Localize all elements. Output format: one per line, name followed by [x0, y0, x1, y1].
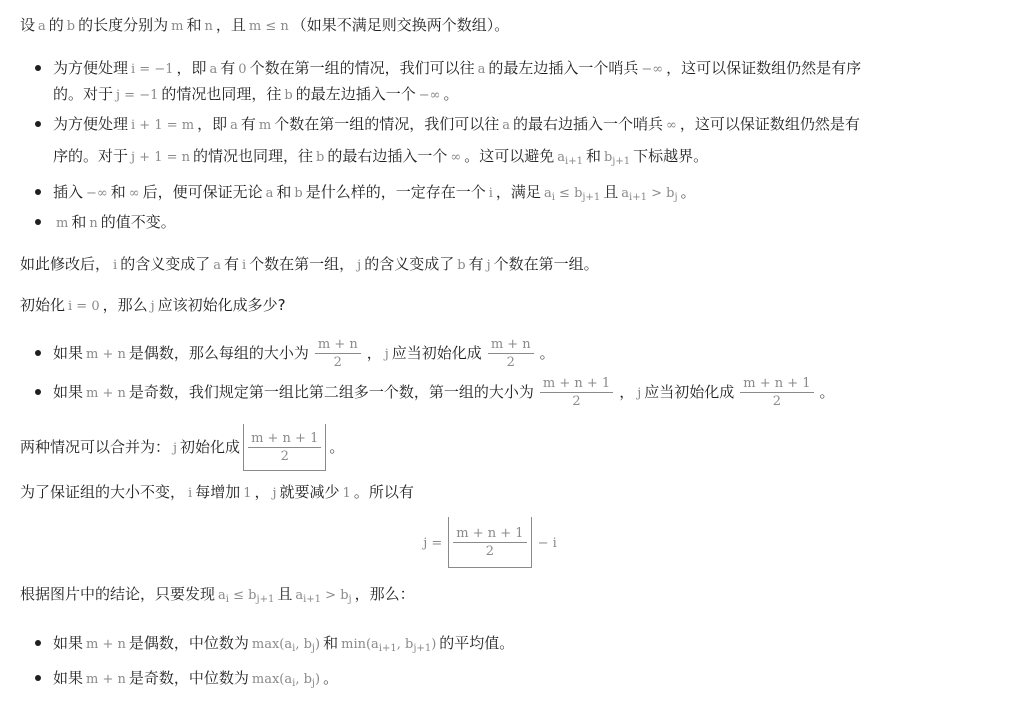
math-subscript: j+1 — [582, 192, 601, 203]
math: j — [637, 386, 642, 401]
math — [341, 637, 436, 652]
fraction — [315, 336, 361, 371]
text: 是奇数，中位数为 — [128, 669, 249, 687]
math: b — [457, 258, 466, 273]
math — [544, 186, 600, 201]
math: ∞ — [666, 118, 677, 133]
list-item-left-sentinel — [53, 57, 861, 81]
list-item-median-even — [53, 632, 514, 660]
math-base: max(a — [251, 637, 293, 652]
paragraph-conclusion — [20, 583, 415, 611]
text: 为方便处理 — [53, 115, 129, 133]
math-subscript: i+1 — [565, 156, 583, 167]
text: ，即 — [197, 115, 228, 133]
text: 和 — [276, 183, 292, 201]
fraction — [248, 430, 321, 465]
text: 。 — [329, 438, 345, 456]
denominator: 2 — [740, 392, 813, 410]
denominator: 2 — [488, 353, 534, 371]
numerator: m + n + 1 — [456, 526, 524, 541]
paragraph-init — [20, 294, 286, 318]
math-base: a — [557, 150, 565, 165]
math: a — [477, 62, 486, 77]
numerator: m + n + 1 — [251, 431, 319, 446]
math: i + 1 = m — [131, 118, 195, 133]
list-item-right-sentinel — [53, 113, 860, 137]
math: 1 — [342, 486, 351, 501]
math: j = −1 — [116, 88, 159, 103]
fraction — [540, 375, 613, 410]
math-subscript: i — [292, 678, 296, 689]
fraction — [740, 375, 813, 410]
math: a — [209, 62, 218, 77]
math-base: min(a — [341, 637, 379, 652]
math-subscript: j — [311, 678, 316, 689]
text: ，那么 — [102, 296, 148, 314]
text: ， — [366, 344, 382, 362]
math: m + n — [86, 347, 126, 362]
text: 的最右边插入一个 — [327, 147, 448, 165]
denominator: 2 — [248, 447, 321, 465]
text: 个数在第一组的情况，我们可以往 — [249, 59, 475, 77]
math-base: , b — [295, 637, 312, 652]
text: 个数在第一组。 — [493, 255, 599, 273]
text: 有 — [468, 255, 484, 273]
math: j — [173, 441, 178, 456]
math: −∞ — [418, 88, 441, 103]
math: b — [316, 150, 325, 165]
text: 是偶数，中位数为 — [128, 634, 249, 652]
list-item-guarantee — [53, 181, 696, 209]
math-subscript: i+1 — [629, 192, 647, 203]
math: a — [265, 186, 274, 201]
math: a — [38, 19, 46, 34]
math — [604, 150, 630, 165]
math-base: a — [543, 186, 552, 201]
numerator: m + n — [317, 337, 358, 352]
math: b — [294, 186, 303, 201]
text: 如果 — [53, 383, 84, 401]
math-base: ) — [315, 637, 321, 652]
math: m — [258, 118, 272, 133]
math: i — [113, 258, 118, 273]
text: 的长度分别为 — [78, 16, 169, 34]
math: i = 0 — [68, 299, 100, 314]
text: 初始化成 — [180, 438, 241, 456]
text: 的最左边插入一个 — [295, 85, 416, 103]
paragraph-intro — [20, 14, 509, 38]
text: 的情况也同理，往 — [161, 85, 282, 103]
math: j — [384, 347, 389, 362]
math: m ≤ n — [248, 19, 289, 34]
math-base: ) — [315, 672, 321, 687]
text: 是偶数，那么每组的大小为 — [128, 344, 309, 362]
fraction — [488, 336, 534, 371]
math: m + n — [86, 672, 126, 687]
math-base: > b — [321, 588, 349, 603]
text: 插入 — [53, 183, 84, 201]
math: j + 1 = n — [131, 150, 191, 165]
formula-row — [420, 517, 560, 568]
math: i = −1 — [131, 62, 174, 77]
math: j — [357, 258, 362, 273]
text: 如果 — [53, 634, 84, 652]
bullet-dot — [35, 189, 41, 195]
math — [557, 150, 583, 165]
math: a — [502, 118, 510, 133]
bullet-dot — [35, 389, 41, 395]
text: 且 — [603, 183, 619, 201]
math-subscript: i+1 — [378, 643, 397, 654]
text: 设 — [20, 16, 36, 34]
math-subscript: j+1 — [612, 156, 631, 167]
math: ∞ — [128, 186, 140, 201]
floor-bracket — [448, 517, 531, 568]
text: 的情况也同理，往 — [193, 147, 314, 165]
list-item-left-sentinel-cont — [53, 83, 458, 107]
math-base: ) — [431, 637, 437, 652]
floor-bracket — [243, 424, 326, 471]
text: 两种情况可以合并为： — [20, 438, 171, 456]
numerator: m + n + 1 — [542, 376, 611, 391]
text: 的最左边插入一个哨兵 — [488, 59, 639, 77]
math: −∞ — [86, 186, 108, 201]
text: 就要减少 — [279, 483, 340, 501]
bullet-dot — [35, 640, 41, 646]
text: 是奇数，我们规定第一组比第二组多一个数，第一组的大小为 — [128, 383, 534, 401]
math: − i — [537, 536, 557, 551]
math-subscript: j — [311, 643, 316, 654]
denominator: 2 — [315, 353, 361, 371]
text: ，且 — [215, 16, 246, 34]
math-subscript: j+1 — [413, 643, 432, 654]
math-base: b — [603, 150, 613, 165]
math: b — [66, 19, 76, 34]
text: ，满足 — [495, 183, 541, 201]
text: 是什么样的，一定存在一个 — [305, 183, 486, 201]
math: a — [213, 258, 221, 273]
text: 如果 — [53, 344, 84, 362]
text: ， — [254, 483, 270, 501]
math: a — [230, 118, 238, 133]
list-item-unchanged — [53, 211, 176, 235]
text: ， — [619, 383, 635, 401]
math: m + n — [86, 386, 126, 401]
math-subscript: i — [292, 643, 296, 654]
math: i — [188, 486, 193, 501]
math-base: ≤ b — [228, 588, 257, 603]
text: 。 — [443, 85, 459, 103]
math: j = — [423, 536, 443, 551]
text: 的。对于 — [53, 85, 114, 103]
math: j — [150, 299, 155, 314]
text: ，那么： — [354, 585, 415, 603]
text: 和 — [585, 147, 601, 165]
math-base: , b — [295, 672, 312, 687]
math: j — [486, 258, 491, 273]
paragraph-merge — [20, 424, 344, 471]
list-item-odd — [53, 373, 835, 413]
text: 有 — [220, 59, 236, 77]
math-base: a — [218, 588, 226, 603]
math: n — [89, 216, 98, 231]
bullet-dot — [35, 121, 41, 127]
list-item-even — [53, 334, 555, 374]
text: 。这可以避免 — [464, 147, 555, 165]
text: 有 — [223, 255, 239, 273]
text: 为了保证组的大小不变， — [20, 483, 186, 501]
text: 如此修改后， — [20, 255, 111, 273]
text: 初始化 — [20, 296, 66, 314]
text: 应当初始化成 — [391, 344, 482, 362]
math-base: , b — [396, 637, 414, 652]
text: 的含义变成了 — [120, 255, 211, 273]
text: 个数在第一组的情况，我们可以往 — [274, 115, 500, 133]
math: i — [241, 258, 247, 273]
text: ，即 — [176, 59, 207, 77]
math-base: a — [621, 186, 630, 201]
text: 的 — [48, 16, 64, 34]
math — [252, 672, 320, 687]
math-base: > b — [646, 186, 675, 201]
text: （如果不满足则交换两个数组）。 — [291, 16, 510, 34]
text: 。 — [539, 344, 555, 362]
math — [252, 637, 320, 652]
math: −∞ — [641, 62, 664, 77]
bullet-dot — [35, 219, 41, 225]
math: m + n — [86, 637, 126, 652]
math-subscript: j — [674, 192, 678, 203]
math: m — [56, 216, 69, 231]
math: m — [171, 19, 184, 34]
list-item-median-odd — [53, 667, 338, 695]
text: 有 — [240, 115, 256, 133]
text: 和 — [110, 183, 126, 201]
math-subscript: j — [348, 594, 352, 605]
math: j — [272, 486, 277, 501]
list-item-right-sentinel-cont — [53, 145, 708, 173]
text: 的最右边插入一个哨兵 — [513, 115, 664, 133]
text: 且 — [277, 585, 293, 603]
denominator: 2 — [540, 392, 613, 410]
math — [621, 186, 677, 201]
fraction — [453, 525, 526, 560]
numerator: m + n + 1 — [743, 376, 811, 391]
math-subscript: i — [225, 594, 229, 605]
math: n — [204, 19, 213, 34]
display-formula — [0, 517, 1010, 568]
text: 的值不变。 — [100, 213, 176, 231]
text: 和 — [323, 634, 339, 652]
text: 下标越界。 — [633, 147, 709, 165]
math — [218, 588, 274, 603]
text: 后，便可保证无论 — [142, 183, 263, 201]
text: 和 — [71, 213, 87, 231]
math-subscript: j+1 — [256, 594, 275, 605]
math-base: ≤ b — [554, 186, 583, 201]
math: b — [284, 88, 293, 103]
text: 。所以有 — [353, 483, 414, 501]
math-subscript: i+1 — [303, 594, 322, 605]
text: 应当初始化成 — [644, 383, 735, 401]
paragraph-invariant — [20, 481, 414, 505]
text: 。 — [819, 383, 835, 401]
text: 根据图片中的结论，只要发现 — [20, 585, 216, 603]
paragraph-meaning — [20, 253, 599, 277]
text: 序的。对于 — [53, 147, 129, 165]
math: ∞ — [450, 150, 462, 165]
math: 1 — [243, 486, 252, 501]
text: 。 — [323, 669, 339, 687]
math — [295, 588, 351, 603]
text: 和 — [186, 16, 202, 34]
numerator: m + n — [490, 337, 531, 352]
bullet-dot — [35, 350, 41, 356]
text: 为方便处理 — [53, 59, 129, 77]
text: 的平均值。 — [439, 634, 515, 652]
math-subscript: i — [551, 192, 555, 203]
text: 如果 — [53, 669, 84, 687]
text: 个数在第一组， — [249, 255, 355, 273]
math-base: max(a — [251, 672, 293, 687]
text: 的含义变成了 — [364, 255, 455, 273]
text: ，这可以保证数组仍然是有序 — [666, 59, 862, 77]
text: 。 — [680, 183, 696, 201]
bullet-dot — [35, 65, 41, 71]
math: i — [488, 186, 493, 201]
text: 每增加 — [195, 483, 241, 501]
math-base: a — [295, 588, 304, 603]
text: ，这可以保证数组仍然是有 — [679, 115, 860, 133]
denominator: 2 — [453, 542, 526, 560]
math: 0 — [238, 62, 247, 77]
text: 应该初始化成多少? — [157, 296, 286, 314]
bullet-dot — [35, 675, 41, 681]
